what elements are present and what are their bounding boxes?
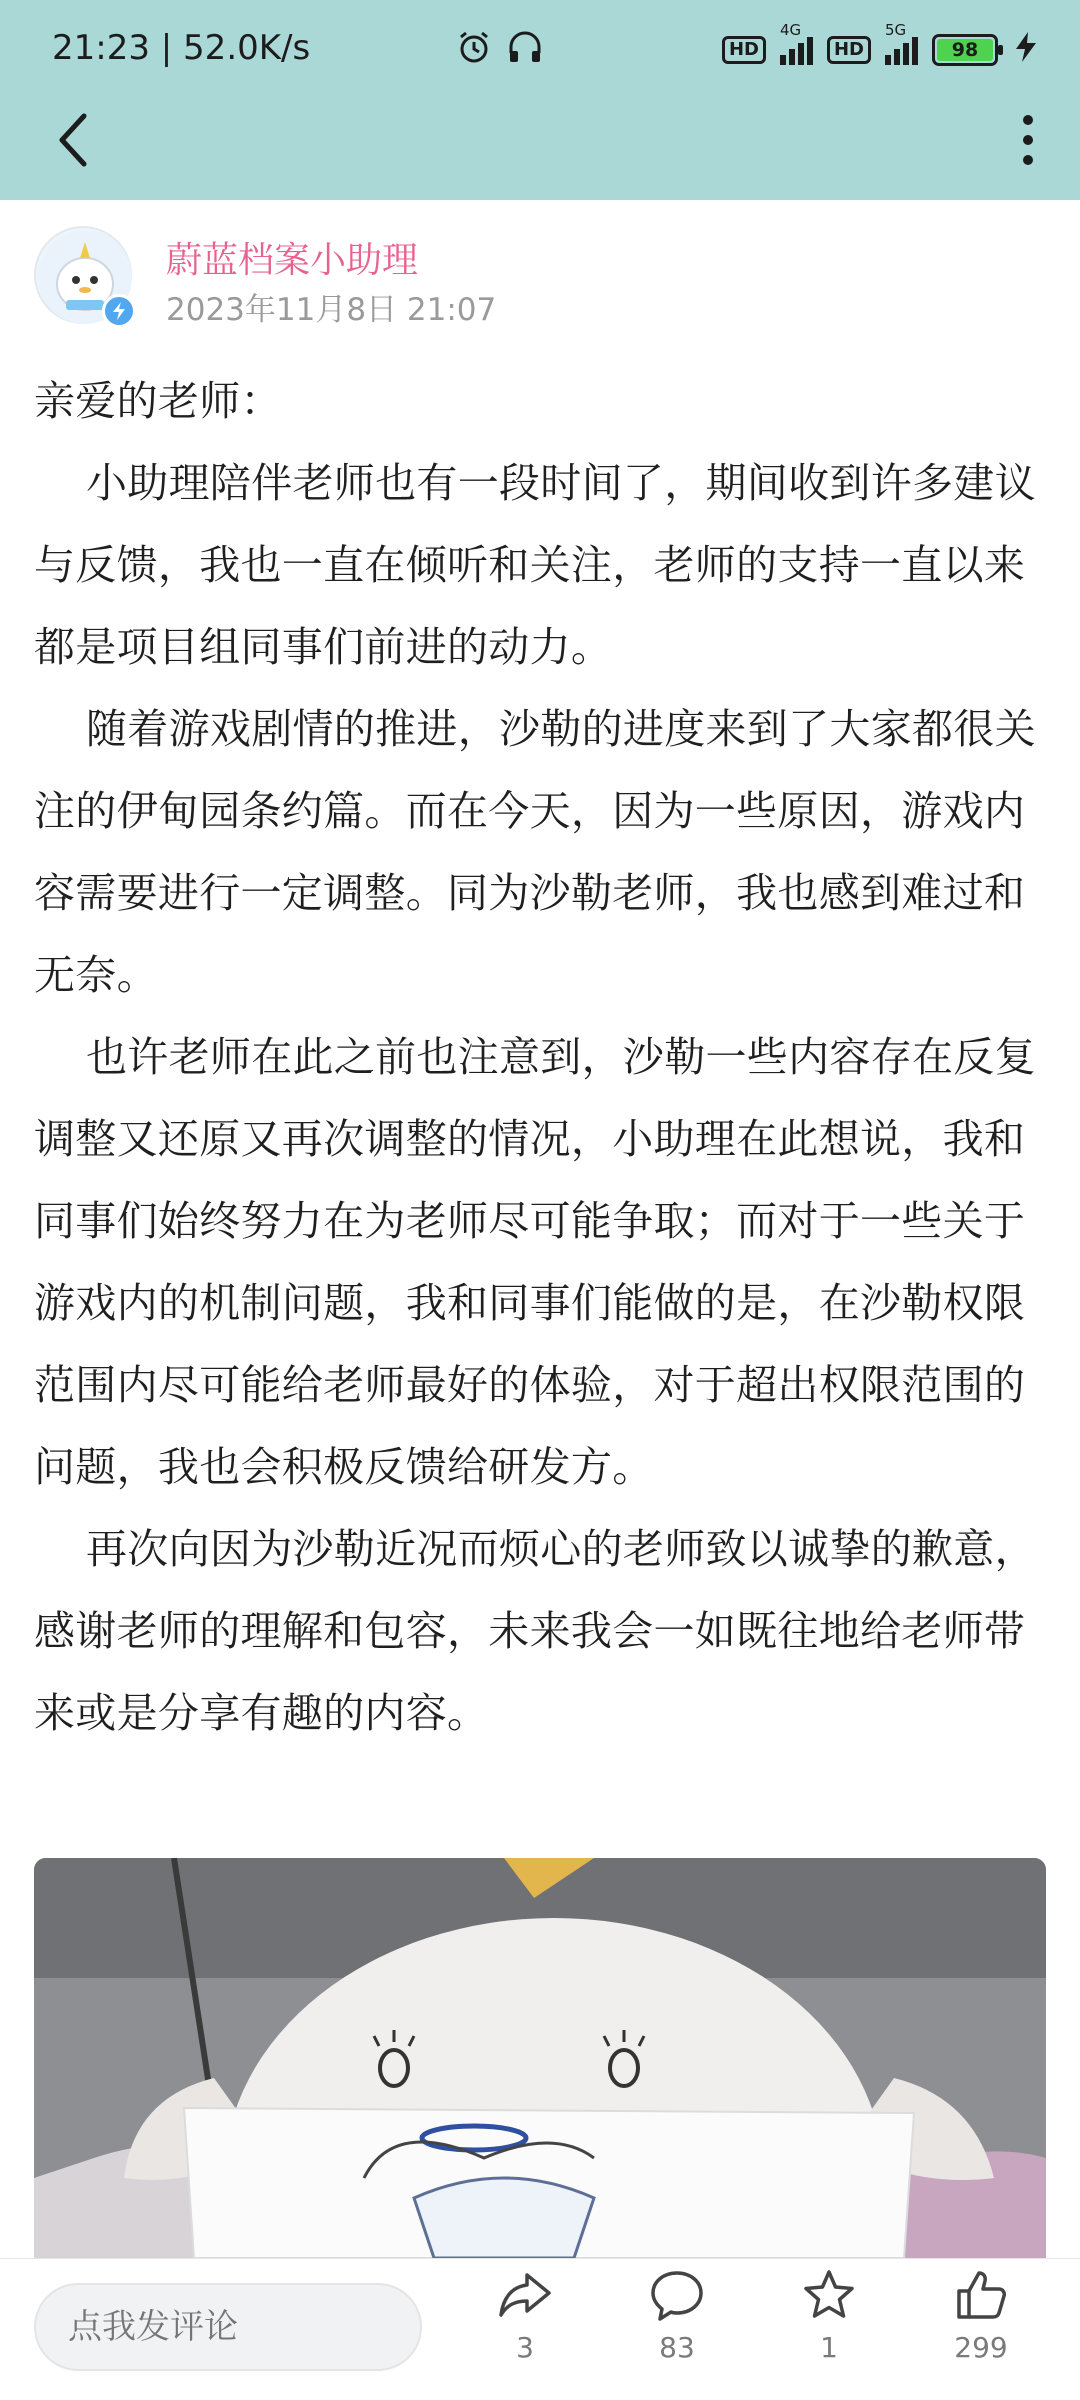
favorite-button[interactable] <box>774 2267 884 2397</box>
charging-icon <box>1012 30 1040 70</box>
article-body <box>34 360 1046 1754</box>
author-name[interactable]: 蔚蓝档案小助理 <box>166 240 419 281</box>
status-icons <box>456 21 1040 72</box>
article-paragraph: 小助理陪伴老师也有一段时间了，期间收到许多建议与反馈，我也一直在倾听和关注，老师的支持一直以来都是项目组同事们前进的动力。 <box>34 459 1036 671</box>
share-count: 3 <box>516 2331 534 2364</box>
article-image[interactable] <box>34 1858 1046 2258</box>
status-time: 21:23 | 52.0K/s <box>52 28 311 68</box>
share-button[interactable] <box>470 2267 580 2397</box>
app-header <box>0 0 1080 200</box>
article-paragraph: 也许老师在此之前也注意到，沙勒一些内容存在反复调整又还原又再次调整的情况，小助理在此想说，我和同事们始终努力在为老师尽可能争取；而对于一些关于游戏内的机制问题，我和同事们能做的是，在沙勒权限范围内尽可能给老师最好的体验，对于超出权限范围的问题，我也会积极反馈给研发方。 <box>34 1033 1036 1491</box>
favorite-count: 1 <box>820 2331 838 2364</box>
thumbs-up-icon <box>953 2267 1009 2323</box>
article-paragraph: 随着游戏剧情的推进，沙勒的进度来到了大家都很关注的伊甸园条约篇。而在今天，因为一些原因，游戏内容需要进行一定调整。同为沙勒老师，我也感到难过和无奈。 <box>34 705 1036 999</box>
more-button[interactable] <box>996 104 1060 176</box>
more-vertical-icon <box>1018 110 1038 170</box>
signal-icon <box>780 35 813 65</box>
share-icon <box>497 2267 553 2323</box>
back-button[interactable] <box>40 104 104 176</box>
network-type-2: 5G <box>885 35 918 65</box>
signal-icon-2 <box>885 35 918 65</box>
article-paragraph: 再次向因为沙勒近况而烦心的老师致以诚挚的歉意，感谢老师的理解和包容，未来我会一如既往地给老师带来或是分享有趣的内容。 <box>34 1525 1036 1737</box>
hd-badge-1: HD <box>722 36 766 64</box>
comment-button[interactable] <box>622 2267 732 2397</box>
hd-badge-2: HD <box>827 36 871 64</box>
alarm-icon <box>456 29 492 71</box>
battery-level: 98 <box>937 39 993 61</box>
chevron-left-icon <box>52 110 92 170</box>
article-paragraph: 亲爱的老师： <box>34 377 282 425</box>
comment-input[interactable] <box>34 2283 422 2371</box>
author-row[interactable] <box>34 226 1044 326</box>
bottom-action-bar <box>0 2258 1080 2400</box>
avatar[interactable] <box>34 226 132 324</box>
comment-count: 83 <box>659 2331 695 2364</box>
like-count: 299 <box>954 2331 1008 2364</box>
comment-icon <box>649 2267 705 2323</box>
headphones-icon <box>506 29 544 71</box>
post-date: 2023年11月8日 21:07 <box>166 292 497 328</box>
verified-badge-icon <box>102 294 136 328</box>
battery-icon <box>932 34 998 66</box>
status-bar <box>0 0 1080 104</box>
like-button[interactable] <box>926 2267 1036 2397</box>
star-icon <box>801 2267 857 2323</box>
network-type-1: 4G <box>780 35 813 65</box>
